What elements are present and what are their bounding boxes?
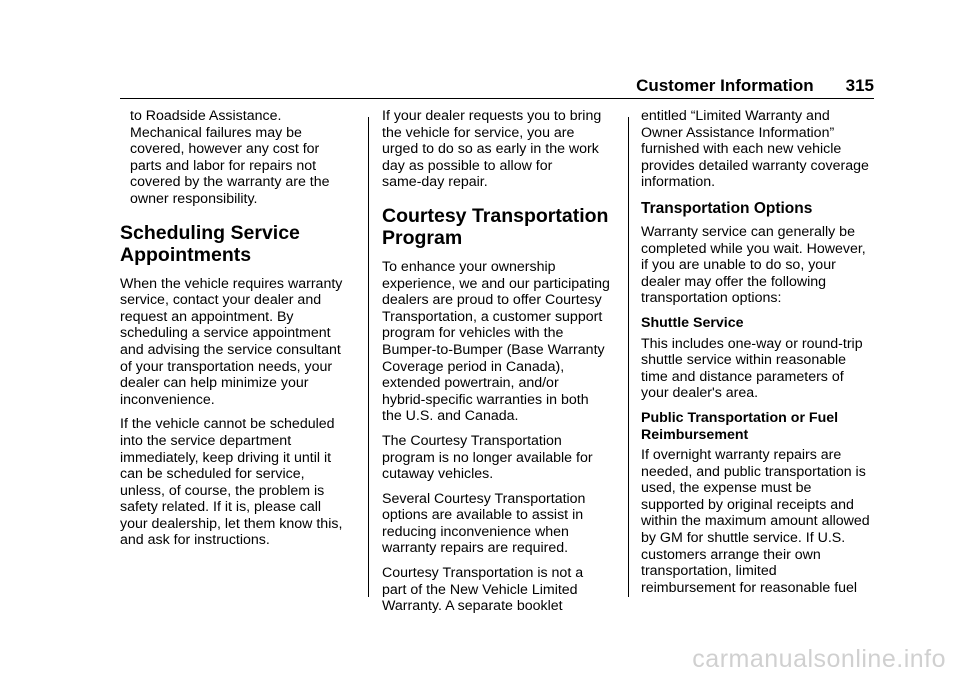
paragraph: Courtesy Transportation is not a part of the New Vehicle Limited Warranty. A separate booklet (382, 565, 584, 615)
header-rule (120, 98, 874, 99)
subheading-shuttle-service: Shuttle Service (641, 314, 744, 331)
paragraph: entitled “Limited Warranty and Owner Assistance Information” furnished with each new vehicle provides detailed warranty coverage information. (641, 108, 869, 191)
column-divider (628, 117, 629, 597)
watermark: carmanualsonline.info (692, 645, 946, 673)
heading-scheduling-service: Scheduling Service Appointments (120, 221, 300, 266)
section-title: Customer Information (636, 76, 814, 95)
column-2 (382, 108, 620, 623)
page-number: 315 (845, 76, 874, 95)
paragraph: To enhance your ownership experience, we and our participating dealers are proud to offer Courtesy Transportation, a customer support program for vehicles with the Bumper-to-Bumper (Base Warranty Coverage period in Canada), extended powertrain, and/or hybrid-specific warranties in both the U.S. and Canada. (382, 258, 610, 425)
heading-courtesy-transportation: Courtesy Transportation Program (382, 204, 609, 249)
paragraph: When the vehicle requires warranty service, contact your dealer and request an appointment. By scheduling a service appointment and advising the service consultant of your transportation needs, your dealer can help minimize your inconvenience. (120, 275, 343, 408)
paragraph: If your dealer requests you to bring the vehicle for service, you are urged to do so as early in the work day as possible to allow for same-day repair. (382, 108, 602, 191)
column-divider (368, 117, 369, 597)
heading-transportation-options: Transportation Options (641, 199, 813, 217)
column-3 (641, 108, 881, 604)
paragraph: This includes one-way or round-trip shuttle service within reasonable time and distance parameters of your dealer's area. (641, 335, 863, 402)
page-header (120, 70, 874, 96)
paragraph: Warranty service can generally be completed while you wait. However, if you are unable to do so, your dealer may offer the following transportation options: (641, 223, 866, 307)
continued-paragraph: to Roadside Assistance. Mechanical failures may be covered, however any cost for parts and labor for repairs not covered by the warranty are the owner responsibility. (130, 108, 330, 207)
column-1 (120, 108, 360, 557)
paragraph: Several Courtesy Transportation options are available to assist in reducing inconvenience when warranty repairs are required. (382, 490, 586, 557)
paragraph: If overnight warranty repairs are needed, and public transportation is used, the expense must be supported by original receipts and within the maximum amount allowed by GM for shuttle service. If U.S. customers arrange their own transportation, limited reimbursement for reasonable fuel (641, 447, 870, 596)
paragraph: The Courtesy Transportation program is no longer available for cutaway vehicles. (382, 432, 593, 483)
subheading-public-transportation: Public Transportation or Fuel Reimbursement (641, 409, 839, 443)
paragraph: If the vehicle cannot be scheduled into the service department immediately, keep driving it until it can be scheduled for service, unless, of course, the problem is safety related. If it is, please call your dealership, let them know this, and ask for instructions. (120, 416, 343, 549)
